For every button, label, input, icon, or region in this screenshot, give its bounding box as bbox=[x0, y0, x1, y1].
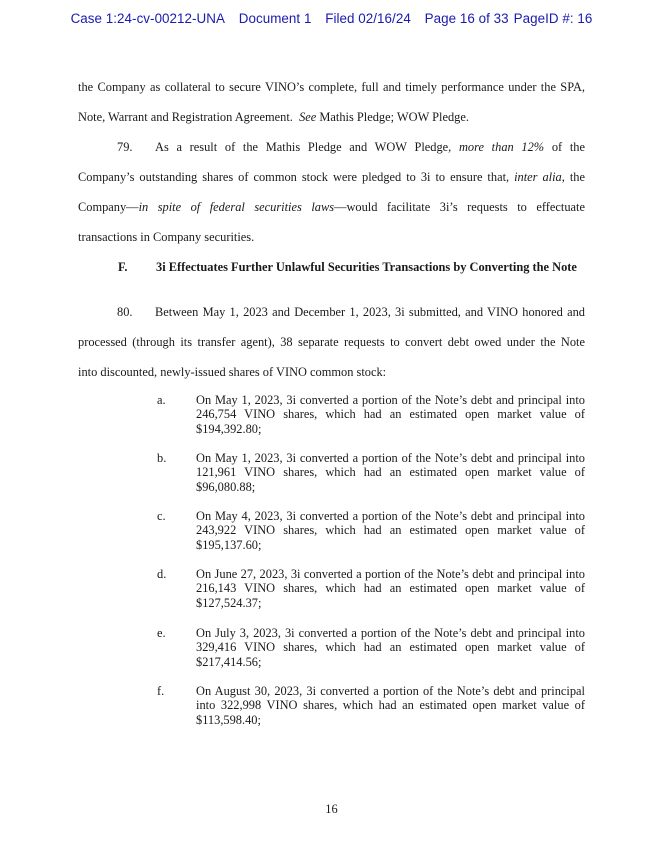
filed-date: Filed 02/16/24 bbox=[325, 11, 411, 26]
para-79-line-2 bbox=[78, 170, 585, 184]
item-text: On July 3, 2023, 3i converted a portion of the Note’s debt and principal into 329,416 VINO shares, which had an estimated open market value of $217,414.56; bbox=[196, 626, 585, 669]
item-label: f. bbox=[157, 684, 165, 698]
text-run: Mathis Pledge; WOW Pledge. bbox=[316, 110, 469, 124]
page-number: 16 bbox=[325, 802, 338, 816]
emphasis: more than 12% bbox=[458, 140, 545, 154]
para-cont-line-1: the Company as collateral to secure VINO’s complete, full and timely performance under the SPA, bbox=[78, 80, 585, 94]
para-79-line-4: transactions in Company securities. bbox=[78, 230, 255, 244]
case-number: Case 1:24-cv-00212-UNA bbox=[70, 11, 225, 26]
text-run: Note, Warrant and Registration Agreement. bbox=[78, 110, 300, 124]
item-text: On May 4, 2023, 3i converted a portion of the Note’s debt and principal into 243,922 VINO shares, which had an estimated open market value of $195,137.60; bbox=[196, 509, 585, 552]
see-signal: See bbox=[299, 110, 317, 124]
item-text: On May 1, 2023, 3i converted a portion of the Note’s debt and principal into 246,754 VINO shares, which had an estimated open market value of $194,392.80; bbox=[196, 393, 585, 436]
text-run: As a result of the Mathis Pledge and WOW Pledge, bbox=[155, 140, 459, 154]
page-count: Page 16 of 33 bbox=[424, 11, 509, 26]
section-title: 3i Effectuates Further Unlawful Securities Transactions by Converting the Note bbox=[156, 260, 577, 274]
para-79-line-3 bbox=[78, 200, 585, 214]
para-80-line-3: into discounted, newly-issued shares of VINO common stock: bbox=[78, 365, 387, 379]
item-text: On June 27, 2023, 3i converted a portion of the Note’s debt and principal into 216,143 VINO shares, which had an estimated open market value of $127,524.37; bbox=[196, 567, 585, 610]
para-80-line-1 bbox=[78, 305, 585, 319]
emphasis: inter alia bbox=[514, 170, 562, 184]
text-run: —would facilitate 3i’s requests to effectuate bbox=[334, 200, 585, 214]
paragraph-number: 79. bbox=[117, 140, 133, 154]
ecf-header bbox=[0, 11, 663, 26]
text-run: of the bbox=[544, 140, 585, 154]
para-80-line-2: processed (through its transfer agent), 38 separate requests to convert debt owed under the Note bbox=[78, 335, 585, 349]
para-cont-line-2 bbox=[78, 110, 585, 124]
item-text: On August 30, 2023, 3i converted a portion of the Note’s debt and principal into 322,998 VINO shares, which had an estimated open market value of $113,598.40; bbox=[196, 684, 585, 727]
item-label: e. bbox=[157, 626, 166, 640]
paragraph-number: 80. bbox=[117, 305, 133, 319]
section-letter: F. bbox=[118, 260, 128, 274]
emphasis: in spite of federal securities laws bbox=[138, 200, 335, 214]
item-label: d. bbox=[157, 567, 167, 581]
text-run: Company— bbox=[78, 200, 139, 214]
text-run: Company’s outstanding shares of common stock were pledged to 3i to ensure that, bbox=[78, 170, 515, 184]
text-run: , the bbox=[561, 170, 585, 184]
page-id: PageID #: 16 bbox=[513, 11, 593, 26]
para-79-line-1 bbox=[78, 140, 585, 154]
item-text: On May 1, 2023, 3i converted a portion of the Note’s debt and principal into 121,961 VINO shares, which had an estimated open market value of $96,080.88; bbox=[196, 451, 585, 494]
document-number: Document 1 bbox=[238, 11, 312, 26]
item-label: a. bbox=[157, 393, 166, 407]
item-label: c. bbox=[157, 509, 166, 523]
item-label: b. bbox=[157, 451, 167, 465]
text-run: Between May 1, 2023 and December 1, 2023, 3i submitted, and VINO honored and bbox=[155, 305, 585, 319]
